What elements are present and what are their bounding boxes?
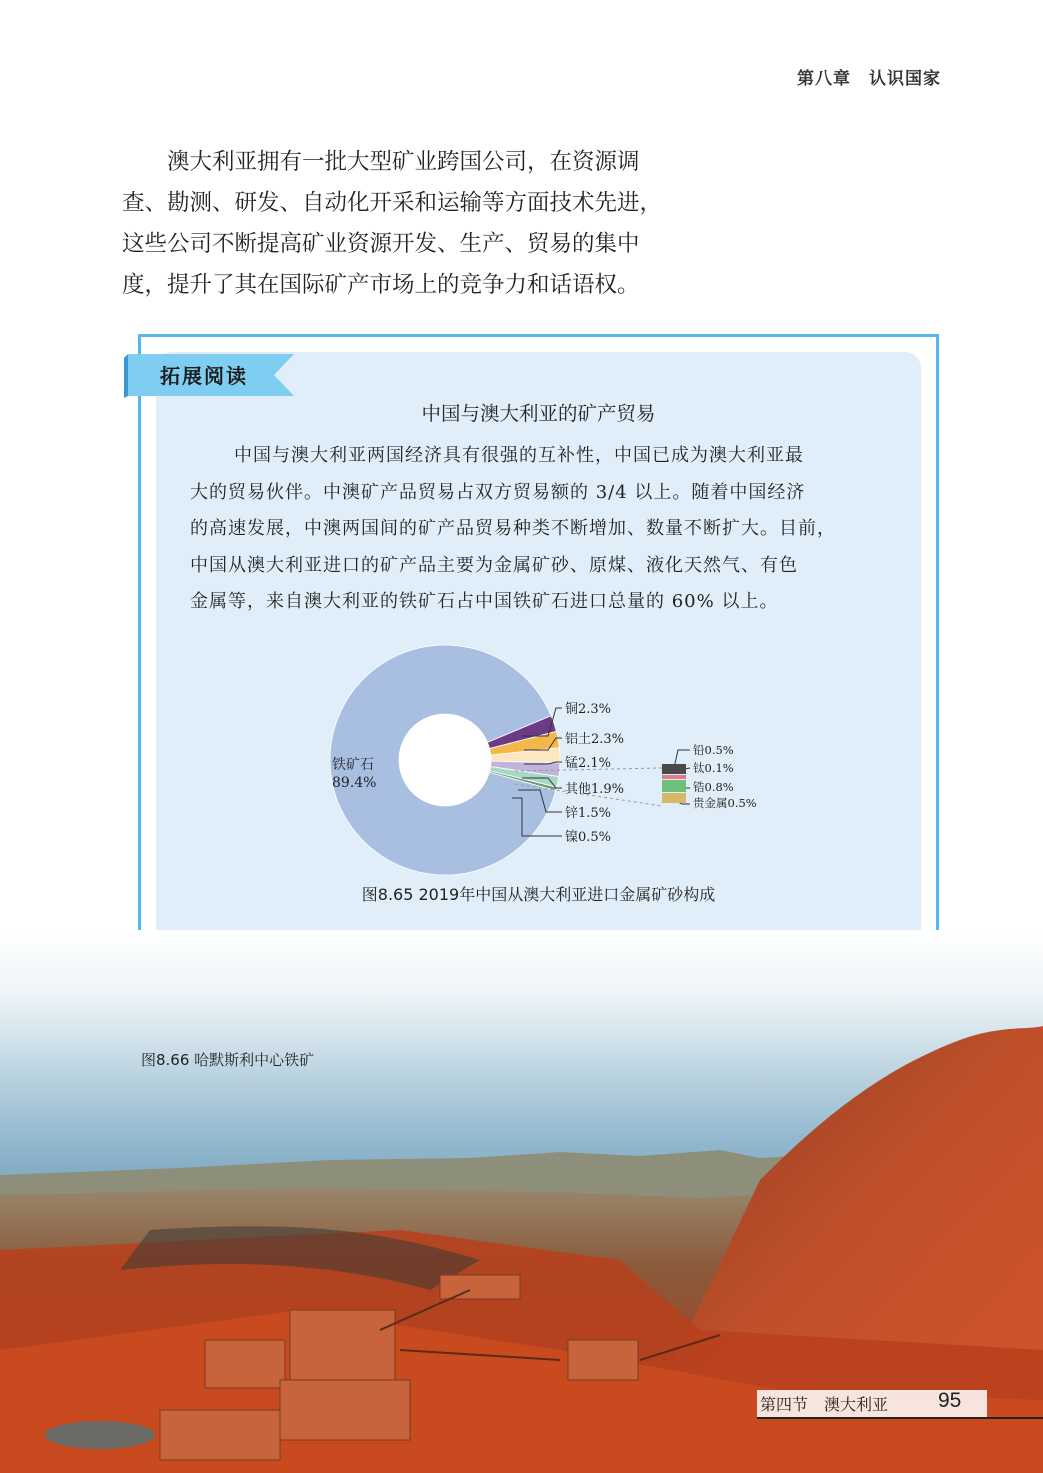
intro-line: 查、勘测、研发、自动化开采和运输等方面技术先进， xyxy=(122,190,663,216)
figure-caption-8-65: 图8.65 2019年中国从澳大利亚进口金属矿砂构成 xyxy=(361,885,716,904)
reading-title: 中国与澳大利亚的矿产贸易 xyxy=(421,402,656,425)
breakdown-label-钛: 钛0.1% xyxy=(693,761,734,775)
page-number: 95 xyxy=(938,1389,962,1412)
footer-rule xyxy=(757,1417,1043,1419)
breakdown-label-铅: 铅0.5% xyxy=(693,743,734,757)
breakdown-bar-铅 xyxy=(662,764,686,774)
chapter-header: 第八章 认识国家 xyxy=(797,69,941,89)
reading-line: 的高速发展，中澳两国间的矿产品贸易种类不断增加、数量不断扩大。目前， xyxy=(190,518,836,539)
slice-label-铜: 铜2.3% xyxy=(565,702,612,717)
main-slice-label: 铁矿石 xyxy=(332,757,374,773)
intro-line: 这些公司不断提高矿业资源开发、生产、贸易的集中 xyxy=(122,231,640,257)
reading-line: 中国与澳大利亚两国经济具有很强的互补性，中国已成为澳大利亚最 xyxy=(234,445,804,466)
main-slice-value: 89.4% xyxy=(332,775,377,791)
slice-label-其他: 其他1.9% xyxy=(565,782,625,797)
reading-line: 大的贸易伙伴。中澳矿产品贸易占双方贸易额的 3/4 以上。随着中国经济 xyxy=(190,481,806,503)
intro-line: 澳大利亚拥有一批大型矿业跨国公司，在资源调 xyxy=(167,149,640,175)
slice-label-锰: 锰2.1% xyxy=(565,756,612,771)
donut-hole xyxy=(399,714,491,806)
figure-caption-8-66: 图8.66 哈默斯利中心铁矿 xyxy=(141,1051,315,1069)
reading-line: 中国从澳大利亚进口的矿产品主要为金属矿砂、原煤、液化天然气、有色 xyxy=(190,554,798,576)
intro-line: 度，提升了其在国际矿产市场上的竞争力和话语权。 xyxy=(122,272,640,298)
reading-line: 金属等，来自澳大利亚的铁矿石占中国铁矿石进口总量的 60% 以上。 xyxy=(190,591,779,612)
reading-paragraph xyxy=(190,438,900,621)
intro-paragraph xyxy=(122,142,722,306)
reading-tag-label: 拓展阅读 xyxy=(160,364,248,388)
breakdown-label-锆: 锆0.8% xyxy=(693,780,734,794)
slice-label-镍: 镍0.5% xyxy=(565,830,612,845)
slice-label-铝土: 铝土2.3% xyxy=(565,732,625,747)
slice-label-锌: 锌1.5% xyxy=(565,806,612,821)
breakdown-bar-贵金属 xyxy=(662,793,686,803)
breakdown-bar-钛 xyxy=(662,775,686,779)
breakdown-label-贵金属: 贵金属0.5% xyxy=(693,796,757,810)
footer-section-title: 第四节 澳大利亚 xyxy=(760,1395,889,1414)
ore-composition-chart xyxy=(290,640,800,880)
breakdown-bar-锆 xyxy=(662,780,686,792)
